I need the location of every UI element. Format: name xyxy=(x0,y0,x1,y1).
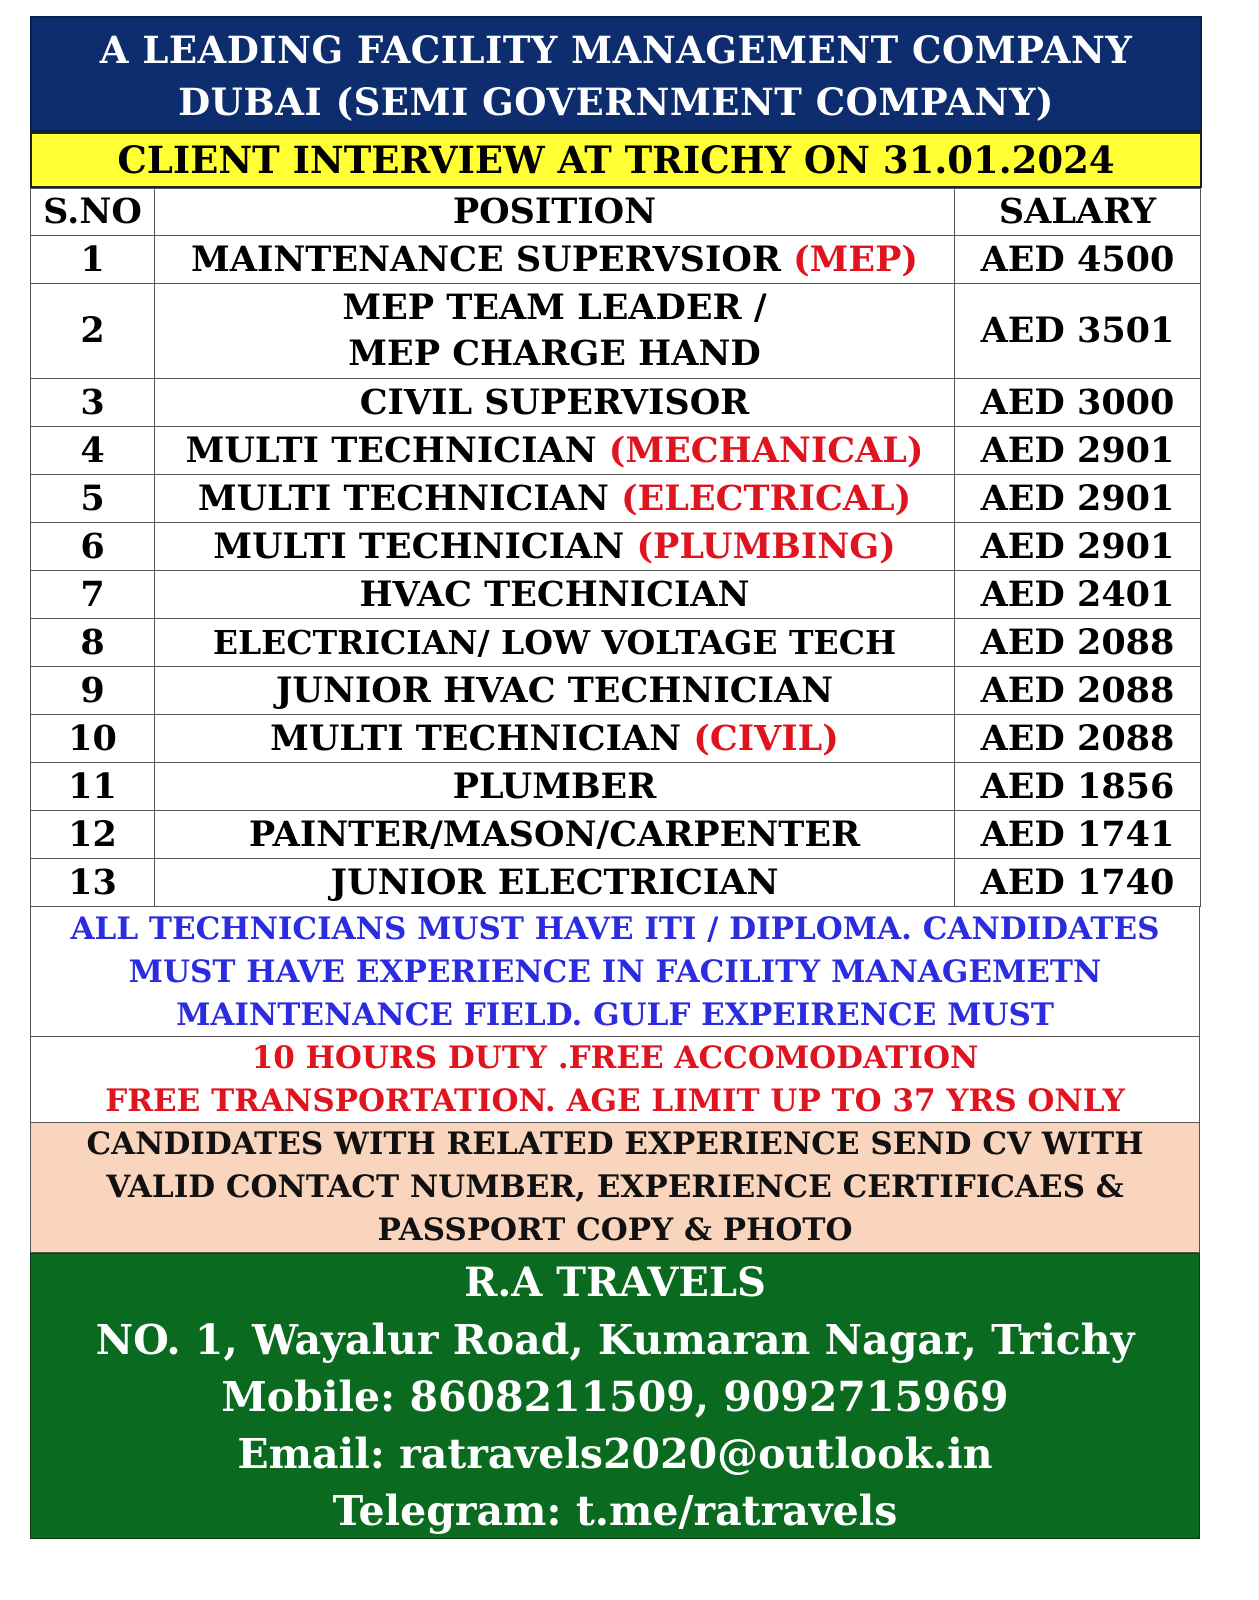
requirements-line: MUST HAVE EXPERIENCE IN FACILITY MANAGEMETN xyxy=(128,954,1102,990)
position-text: MULTI TECHNICIAN xyxy=(270,717,682,759)
row-salary: AED 2088 xyxy=(955,715,1201,763)
position-text: MULTI TECHNICIAN xyxy=(185,429,597,471)
row-salary: AED 3000 xyxy=(955,379,1201,427)
row-salary: AED 1741 xyxy=(955,811,1201,859)
apply-line: VALID CONTACT NUMBER, EXPERIENCE CERTIFICAES & xyxy=(106,1169,1124,1205)
row-position xyxy=(155,475,955,523)
agency-address: NO. 1, Wayalur Road, Kumaran Nagar, Trichy xyxy=(95,1316,1135,1364)
row-sno: 8 xyxy=(31,619,155,667)
row-sno: 4 xyxy=(31,427,155,475)
row-salary: AED 2901 xyxy=(955,475,1201,523)
agency-mobile: Mobile: 8608211509, 9092715969 xyxy=(221,1373,1009,1421)
row-position xyxy=(155,427,955,475)
row-salary: AED 2088 xyxy=(955,667,1201,715)
row-position: HVAC TECHNICIAN xyxy=(155,571,955,619)
row-position: PAINTER/MASON/CARPENTER xyxy=(155,811,955,859)
table-row xyxy=(31,715,1201,763)
table-row xyxy=(31,571,1201,619)
company-header xyxy=(30,16,1202,132)
row-sno: 12 xyxy=(31,811,155,859)
agency-name: R.A TRAVELS xyxy=(464,1259,766,1306)
table-header-row xyxy=(31,189,1201,236)
apply-instructions xyxy=(30,1123,1200,1253)
positions-table xyxy=(30,188,1201,907)
row-salary: AED 2088 xyxy=(955,619,1201,667)
row-salary: AED 2901 xyxy=(955,427,1201,475)
table-row xyxy=(31,763,1201,811)
row-sno: 3 xyxy=(31,379,155,427)
row-sno: 10 xyxy=(31,715,155,763)
row-salary: AED 1740 xyxy=(955,859,1201,907)
row-position xyxy=(155,236,955,284)
position-tag: (ELECTRICAL) xyxy=(621,477,912,519)
company-line-1: A LEADING FACILITY MANAGEMENT COMPANY xyxy=(99,28,1133,72)
position-text: MAINTENANCE SUPERVSIOR xyxy=(191,238,781,280)
contact-block xyxy=(30,1253,1200,1539)
table-row xyxy=(31,667,1201,715)
row-salary: AED 1856 xyxy=(955,763,1201,811)
position-tag: (CIVIL) xyxy=(693,717,839,759)
table-row xyxy=(31,284,1201,379)
conditions-line: FREE TRANSPORTATION. AGE LIMIT UP TO 37 YRS ONLY xyxy=(105,1083,1125,1119)
conditions-line: 10 HOURS DUTY .FREE ACCOMODATION xyxy=(251,1040,979,1076)
position-text: MULTI TECHNICIAN xyxy=(197,477,609,519)
table-row xyxy=(31,619,1201,667)
header-salary: SALARY xyxy=(955,189,1201,236)
row-sno: 2 xyxy=(31,284,155,379)
row-salary: AED 2901 xyxy=(955,523,1201,571)
apply-line: PASSPORT COPY & PHOTO xyxy=(377,1212,853,1248)
requirements-line: ALL TECHNICIANS MUST HAVE ITI / DIPLOMA. CANDIDATES xyxy=(70,911,1160,947)
row-sno: 13 xyxy=(31,859,155,907)
table-row xyxy=(31,475,1201,523)
table-row xyxy=(31,427,1201,475)
row-sno: 6 xyxy=(31,523,155,571)
table-row xyxy=(31,859,1201,907)
row-salary: AED 2401 xyxy=(955,571,1201,619)
requirements-block xyxy=(30,907,1200,1037)
interview-banner: CLIENT INTERVIEW AT TRICHY ON 31.01.2024 xyxy=(30,132,1202,188)
row-sno: 11 xyxy=(31,763,155,811)
apply-line: CANDIDATES WITH RELATED EXPERIENCE SEND CV WITH xyxy=(86,1126,1144,1162)
job-poster xyxy=(30,16,1202,1539)
row-position: ELECTRICIAN/ LOW VOLTAGE TECH xyxy=(155,619,955,667)
row-position: PLUMBER xyxy=(155,763,955,811)
table-row xyxy=(31,811,1201,859)
header-position: POSITION xyxy=(155,189,955,236)
row-position xyxy=(155,284,955,379)
row-sno: 5 xyxy=(31,475,155,523)
row-sno: 1 xyxy=(31,236,155,284)
row-position: JUNIOR ELECTRICIAN xyxy=(155,859,955,907)
row-sno: 7 xyxy=(31,571,155,619)
row-position: CIVIL SUPERVISOR xyxy=(155,379,955,427)
conditions-block xyxy=(30,1037,1200,1123)
row-position xyxy=(155,715,955,763)
table-row xyxy=(31,379,1201,427)
position-tag: (MEP) xyxy=(793,238,918,280)
position-text-line2: MEP CHARGE HAND xyxy=(348,333,761,374)
row-position: JUNIOR HVAC TECHNICIAN xyxy=(155,667,955,715)
agency-email: Email: ratravels2020@outlook.in xyxy=(237,1430,993,1478)
company-line-2: DUBAI (SEMI GOVERNMENT COMPANY) xyxy=(178,80,1054,124)
table-row xyxy=(31,523,1201,571)
position-tag: (MECHANICAL) xyxy=(608,429,924,471)
position-text-line1: MEP TEAM LEADER / xyxy=(342,287,767,328)
row-salary: AED 4500 xyxy=(955,236,1201,284)
requirements-line: MAINTENANCE FIELD. GULF EXPEIRENCE MUST xyxy=(176,997,1054,1033)
row-sno: 9 xyxy=(31,667,155,715)
table-row xyxy=(31,236,1201,284)
row-salary: AED 3501 xyxy=(955,284,1201,379)
agency-telegram: Telegram: t.me/ratravels xyxy=(332,1487,898,1535)
position-text: MULTI TECHNICIAN xyxy=(213,525,625,567)
row-position xyxy=(155,523,955,571)
header-sno: S.NO xyxy=(31,189,155,236)
position-tag: (PLUMBING) xyxy=(636,525,896,567)
